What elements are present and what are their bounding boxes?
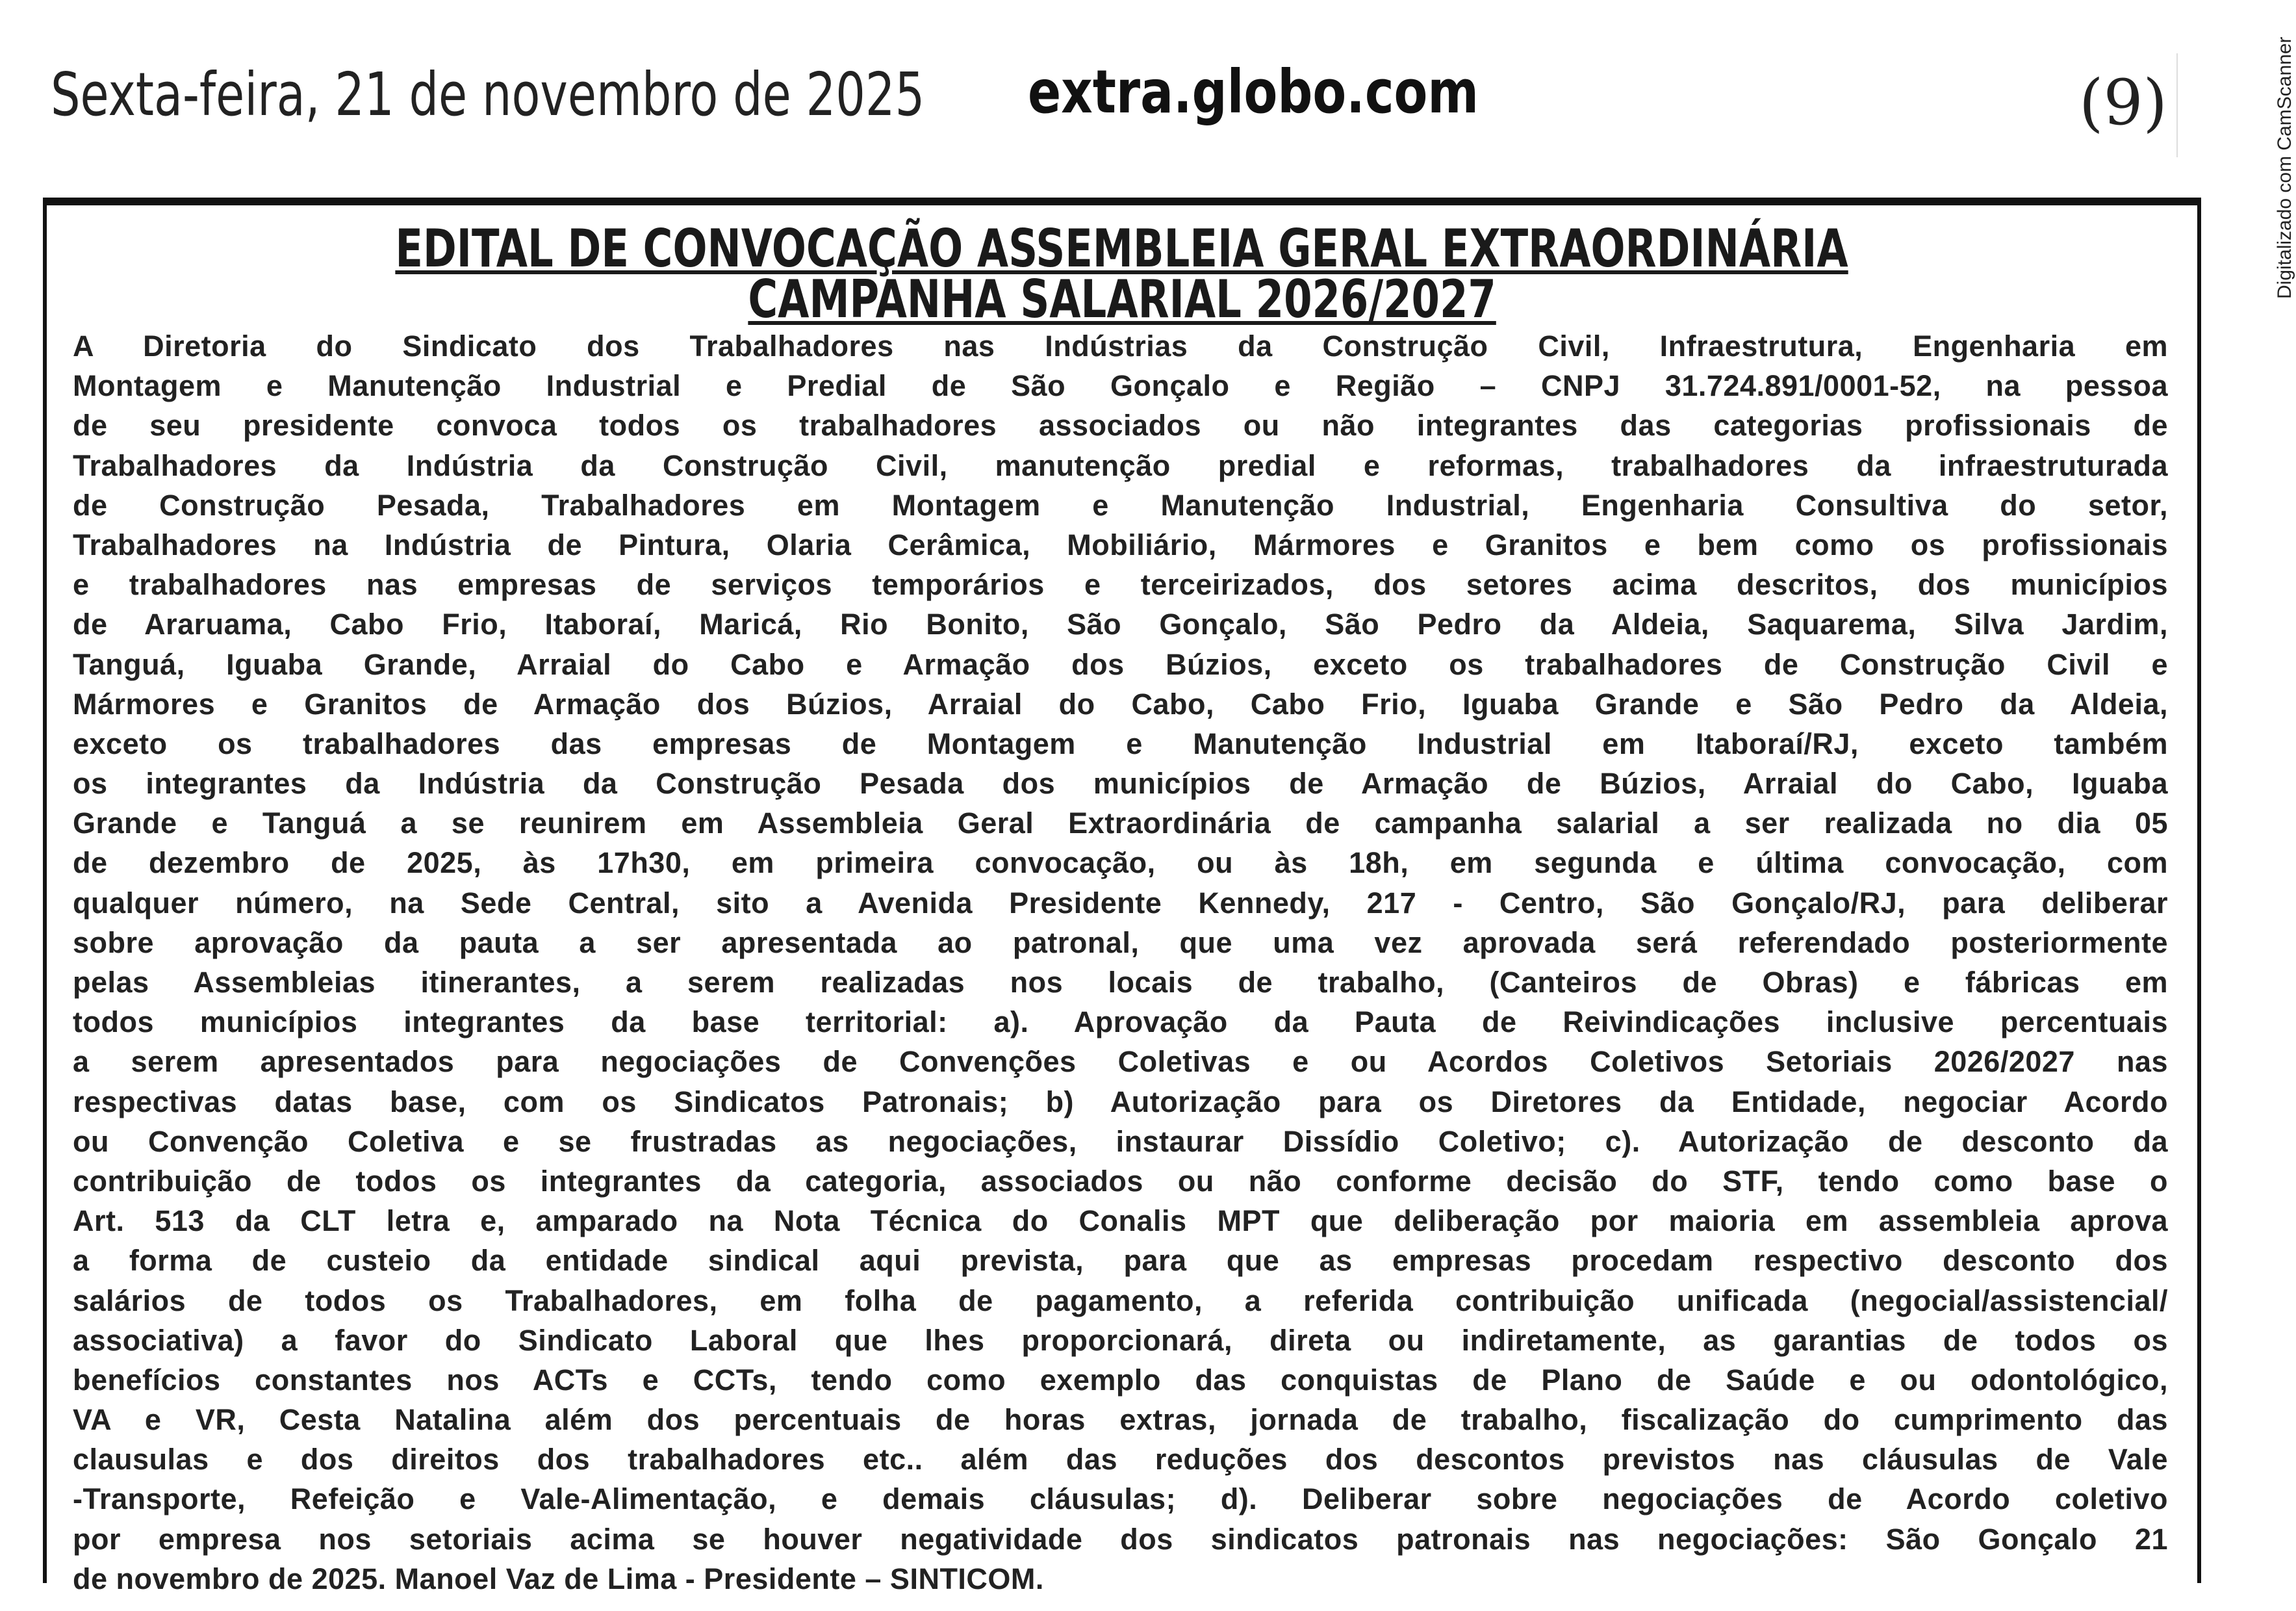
notice-text-line: salários de todos os Trabalhadores, em folha de pagamento, a referida contribuição unificada (negocial/assistencial/ xyxy=(73,1283,2168,1317)
notice-text-line: A Diretoria do Sindicato dos Trabalhadores nas Indústrias da Construção Civil, Infraestrutura, Engenharia em xyxy=(73,329,2168,363)
notice-text-line: os integrantes da Indústria da Construção Pesada dos municípios de Armação de Búzios, Arraial do Cabo, Iguaba xyxy=(73,767,2168,801)
notice-text-line: contribuição de todos os integrantes da categoria, associados ou não conforme decisão do STF, tendo como base o xyxy=(73,1164,2168,1198)
notice-subtitle xyxy=(47,269,2197,329)
notice-text-line: exceto os trabalhadores das empresas de Montagem e Manutenção Industrial em Itaboraí/RJ, exceto também xyxy=(73,727,2168,760)
notice-text-line: benefícios constantes nos ACTs e CCTs, tendo como exemplo das conquistas de Plano de Saúde e ou odontológico, xyxy=(73,1363,2168,1397)
notice-text-line: Art. 513 da CLT letra e, amparado na Nota Técnica do Conalis MPT que deliberação por maioria em assembleia aprova xyxy=(73,1204,2168,1238)
notice-text-line: Trabalhadores na Indústria de Pintura, Olaria Cerâmica, Mobiliário, Mármores e Granitos e bem como os profissionais xyxy=(73,528,2168,561)
notice-text-line: pelas Assembleias itinerantes, a serem realizadas nos locais de trabalho, (Canteiros de Obras) e fábricas em xyxy=(73,966,2168,999)
notice-text-line: VA e VR, Cesta Natalina além dos percentuais de horas extras, jornada de trabalho, fiscalização do cumprimento das xyxy=(73,1403,2168,1437)
notice-title-line1: EDITAL DE CONVOCAÇÃO ASSEMBLEIA GERAL EXTRAORDINÁRIA xyxy=(395,218,1849,279)
notice-box xyxy=(43,198,2201,1595)
notice-text-line: e trabalhadores nas empresas de serviços temporários e terceirizados, dos setores acima descritos, dos municípios xyxy=(73,568,2168,602)
notice-text-line: sobre aprovação da pauta a ser apresentada ao patronal, que uma vez aprovada será referendado posteriormente xyxy=(73,925,2168,959)
notice-text-line: Trabalhadores da Indústria da Construção Civil, manutenção predial e reformas, trabalhadores da infraestruturada xyxy=(73,448,2168,482)
notice-body xyxy=(73,326,2168,1599)
newspaper-date: Sexta-feira, 21 de novembro de 2025 xyxy=(51,60,925,129)
notice-text-line: de dezembro de 2025, às 17h30, em primeira convocação, ou às 18h, em segunda e última convocação, com xyxy=(73,846,2168,880)
scanner-watermark: Digitalizado com CamScanner xyxy=(2274,36,2295,299)
notice-text-line: Montagem e Manutenção Industrial e Predial de São Gonçalo e Região – CNPJ 31.724.891/0001-52, na pessoa xyxy=(73,369,2168,403)
notice-text-line: clausulas e dos direitos dos trabalhadores etc.. além das reduções dos descontos previstos nas cláusulas de Vale xyxy=(73,1443,2168,1476)
notice-text-line: Grande e Tanguá a se reunirem em Assembleia Geral Extraordinária de campanha salarial a ser realizada no dia 05 xyxy=(73,806,2168,840)
notice-text-line: a forma de custeio da entidade sindical aqui prevista, para que as empresas procedam respectivo desconto dos xyxy=(73,1244,2168,1278)
notice-text-line: de Araruama, Cabo Frio, Itaboraí, Maricá, Rio Bonito, São Gonçalo, São Pedro da Aldeia, Saquarema, Silva Jardim, xyxy=(73,608,2168,641)
page-number: (9) xyxy=(2079,66,2167,139)
notice-text-line: de novembro de 2025. Manoel Vaz de Lima - Presidente – SINTICOM. xyxy=(73,1562,1044,1595)
notice-text-line: associativa) a favor do Sindicato Laboral que lhes proporcionará, direta ou indiretamente, as garantias de todos os xyxy=(73,1323,2168,1357)
notice-text-line: por empresa nos setoriais acima se houver negatividade dos sindicatos patronais nas negociações: São Gonçalo 21 xyxy=(73,1522,2168,1556)
notice-title-line2: CAMPANHA SALARIAL 2026/2027 xyxy=(748,269,1496,329)
page-number-box xyxy=(2073,53,2178,157)
notice-text-line: todos municípios integrantes da base territorial: a). Aprovação da Pauta de Reivindicações inclusive percentuais xyxy=(73,1005,2168,1039)
notice-text-line: Mármores e Granitos de Armação dos Búzios, Arraial do Cabo, Cabo Frio, Iguaba Grande e São Pedro da Aldeia, xyxy=(73,687,2168,721)
notice-text-line: -Transporte, Refeição e Vale-Alimentação, e demais cláusulas; d). Deliberar sobre negociações de Acordo coletivo xyxy=(73,1482,2168,1516)
notice-text-line: qualquer número, na Sede Central, sito a Avenida Presidente Kennedy, 217 - Centro, São Gonçalo/RJ, para deliberar xyxy=(73,886,2168,920)
notice-text-line: a serem apresentados para negociações de Convenções Coletivas e ou Acordos Coletivos Setoriais 2026/2027 nas xyxy=(73,1045,2168,1079)
notice-text-line: respectivas datas base, com os Sindicatos Patronais; b) Autorização para os Diretores da Entidade, negociar Acordo xyxy=(73,1085,2168,1118)
newspaper-site: extra.globo.com xyxy=(1028,57,1479,127)
notice-text-line: Tanguá, Iguaba Grande, Arraial do Cabo e Armação dos Búzios, exceto os trabalhadores de Construção Civil e xyxy=(73,647,2168,681)
notice-text-line: ou Convenção Coletiva e se frustradas as negociações, instaurar Dissídio Coletivo; c). Autorização de desconto da xyxy=(73,1124,2168,1158)
notice-text-line: de Construção Pesada, Trabalhadores em Montagem e Manutenção Industrial, Engenharia Consultiva do setor, xyxy=(73,488,2168,522)
notice-text-line: de seu presidente convoca todos os trabalhadores associados ou não integrantes das categorias profissionais de xyxy=(73,409,2168,443)
